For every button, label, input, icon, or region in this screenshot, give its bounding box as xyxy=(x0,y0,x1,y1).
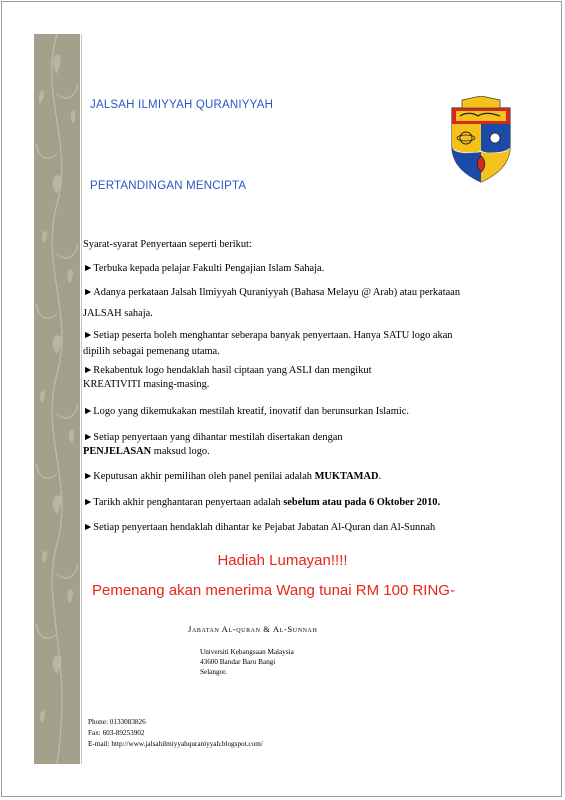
rule-item: ►Tarikh akhir penghantaran penyertaan adalah sebelum atau pada 6 Oktober 2010. xyxy=(83,497,441,508)
bullet-arrow-icon: ► xyxy=(83,365,94,376)
bullet-arrow-icon: ► xyxy=(83,432,94,443)
rule-item: ►Keputusan akhir pemilihan oleh panel penilai adalah MUKTAMAD. xyxy=(83,471,382,482)
rules-intro: Syarat-syarat Penyertaan seperti berikut: xyxy=(83,239,252,250)
bullet-arrow-icon: ► xyxy=(83,287,94,298)
rule-item-continued: JALSAH sahaja. xyxy=(83,308,153,319)
rule-item-continued: dipilih sebagai pemenang utama. xyxy=(83,346,220,357)
decorative-side-band xyxy=(34,34,80,764)
bullet-arrow-icon: ► xyxy=(83,471,94,482)
document-title: JALSAH ILMIYYAH QURANIYYAH xyxy=(90,99,274,111)
bullet-arrow-icon: ► xyxy=(83,263,94,274)
rule-item: ►Rekabentuk logo hendaklah hasil ciptaan yang ASLI dan mengikut xyxy=(83,365,372,376)
prize-heading: Hadiah Lumayan!!!! xyxy=(217,552,348,569)
address-line: 43600 Bandar Baru Bangi xyxy=(200,658,276,666)
bullet-arrow-icon: ► xyxy=(83,522,94,533)
bullet-arrow-icon: ► xyxy=(83,330,94,341)
contact-fax: Fax: 603-89253902 xyxy=(88,729,145,737)
rule-item: ►Terbuka kepada pelajar Fakulti Pengajian Islam Sahaja. xyxy=(83,263,325,274)
rule-item: ►Setiap penyertaan yang dihantar mestilah disertakan dengan xyxy=(83,432,343,443)
rule-item-continued: KREATIVITI masing-masing. xyxy=(83,379,210,390)
bullet-arrow-icon: ► xyxy=(83,406,94,417)
rule-item-continued: PENJELASAN maksud logo. xyxy=(83,446,210,457)
address-line: Universiti Kebangsaan Malaysia xyxy=(200,648,294,656)
prize-description: Pemenang akan menerima Wang tunai RM 100 RING- xyxy=(92,582,455,599)
university-crest-icon xyxy=(448,96,514,184)
bullet-arrow-icon: ► xyxy=(83,497,94,508)
contact-email: E-mail: http://www.jalsahilmiyyahquraniyyah.blogspot.com/ xyxy=(88,740,263,748)
floral-pattern-icon xyxy=(34,34,80,764)
rule-item: ►Logo yang dikemukakan mestilah kreatif, inovatif dan berunsurkan Islamic. xyxy=(83,406,409,417)
contact-phone: Phone: 0133083826 xyxy=(88,718,146,726)
document-subtitle: PERTANDINGAN MENCIPTA xyxy=(90,180,247,192)
side-band-divider xyxy=(81,34,82,764)
rule-item: ►Setiap penyertaan hendaklah dihantar ke Pejabat Jabatan Al-Quran dan Al-Sunnah xyxy=(83,522,436,533)
department-name: Jabatan Al-quran & Al-Sunnah xyxy=(188,624,318,634)
rule-item: ►Adanya perkataan Jalsah Ilmiyyah Quraniyyah (Bahasa Melayu @ Arab) atau perkataan xyxy=(83,287,461,298)
address-line: Selangor. xyxy=(200,668,227,676)
rule-item: ►Setiap peserta boleh menghantar seberapa banyak penyertaan. Hanya SATU logo akan xyxy=(83,330,453,341)
